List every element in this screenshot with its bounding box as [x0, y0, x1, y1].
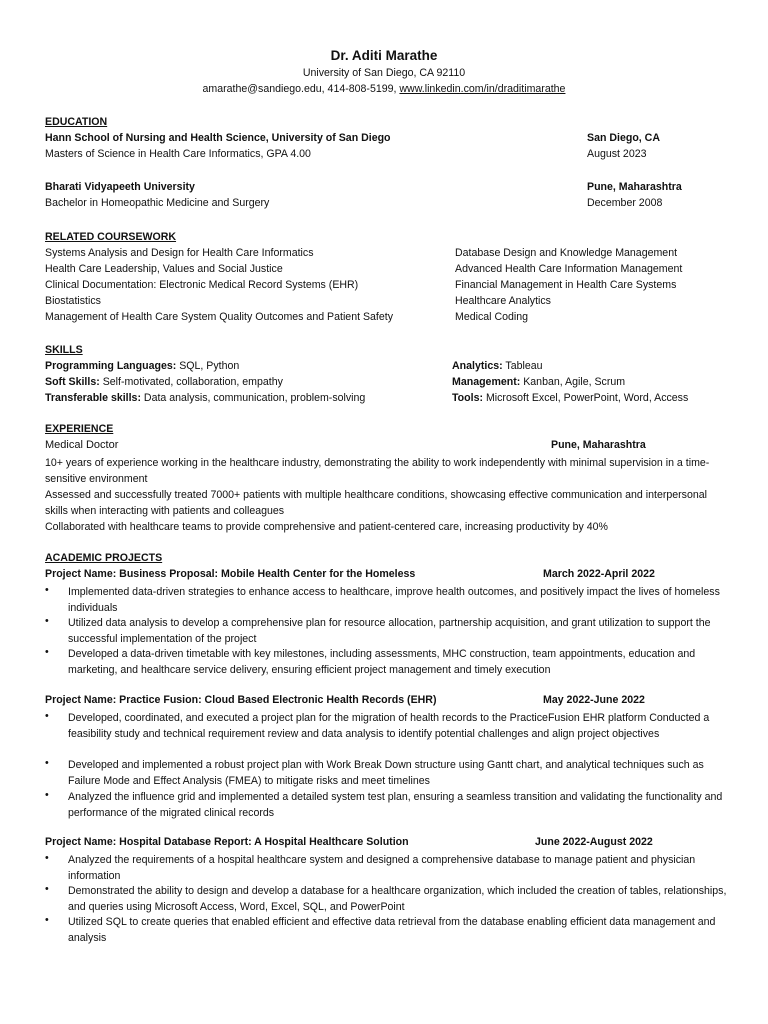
education-heading: EDUCATION [45, 116, 108, 128]
skill-label: Tools: [452, 392, 483, 404]
skills-heading: SKILLS [45, 344, 83, 356]
education-school: Hann School of Nursing and Health Science, University of San Diego [45, 132, 391, 144]
project-title: Project Name: Hospital Database Report: A Hospital Healthcare Solution [45, 836, 409, 848]
degree-title: Masters of Science in Health Care Informatics [45, 148, 261, 160]
bullet-mark: • [45, 584, 49, 596]
course-item: Health Care Leadership, Values and Social Justice [45, 263, 283, 275]
project-title: Project Name: Practice Fusion: Cloud Based Electronic Health Records (EHR) [45, 694, 437, 706]
education-degree: Bachelor in Homeopathic Medicine and Surgery [45, 197, 270, 209]
course-item: Financial Management in Health Care Systems [455, 279, 677, 291]
skill-label: Programming Languages: [45, 360, 177, 372]
bullet-text: Developed and implemented a robust project plan with Work Break Down structure using Gantt chart, and analytical techniques such as Failure Mode and Effect Analysis (FMEA) to mitigate risks and meet timelines [68, 759, 704, 787]
experience-role: Medical Doctor [45, 439, 119, 451]
skill-value: Tableau [502, 360, 543, 372]
bullet-mark: • [45, 646, 49, 658]
coursework-heading: RELATED COURSEWORK [45, 231, 177, 243]
skill-row [45, 392, 365, 405]
course-item: Management of Health Care System Quality Outcomes and Patient Safety [45, 311, 394, 323]
skill-row [45, 376, 283, 389]
bullet-text: Implemented data-driven strategies to enhance access to healthcare, improve health outcomes, and positively impact the lives of homeless individuals [68, 586, 720, 614]
education-degree [45, 148, 311, 161]
skill-value: Microsoft Excel, PowerPoint, Word, Access [483, 392, 689, 404]
project-date: March 2022-April 2022 [543, 568, 655, 580]
course-item: Systems Analysis and Design for Health Care Informatics [45, 247, 314, 259]
contact-info: amarathe@sandiego.edu, 414-808-5199, [202, 83, 400, 95]
bullet-mark: • [45, 710, 49, 722]
education-date: August 2023 [587, 148, 647, 160]
project-date: May 2022-June 2022 [543, 694, 645, 706]
skill-row [452, 360, 543, 373]
projects-heading: ACADEMIC PROJECTS [45, 552, 163, 564]
experience-heading: EXPERIENCE [45, 423, 114, 435]
bullet-mark: • [45, 852, 49, 864]
course-item: Biostatistics [45, 295, 101, 307]
experience-location: Pune, Maharashtra [551, 439, 646, 451]
project-date: June 2022-August 2022 [535, 836, 653, 848]
course-item: Database Design and Knowledge Management [455, 247, 678, 259]
contact-line [0, 83, 768, 96]
education-date: December 2008 [587, 197, 663, 209]
skill-label: Soft Skills: [45, 376, 100, 388]
skill-value: Self-motivated, collaboration, empathy [99, 376, 283, 388]
bullet-text: Utilized data analysis to develop a comprehensive plan for resource allocation, partnership acquisition, and grant utilization to support the successful implementation of the project [68, 617, 711, 645]
course-item: Advanced Health Care Information Management [455, 263, 683, 275]
course-item: Clinical Documentation: Electronic Medical Record Systems (EHR) [45, 279, 359, 291]
skill-label: Management: [452, 376, 521, 388]
experience-line: 10+ years of experience working in the healthcare industry, demonstrating the ability to work independently with minimal supervision in a time-sensitive environment [45, 457, 710, 485]
bullet-mark: • [45, 789, 49, 801]
education-school: Bharati Vidyapeeth University [45, 181, 195, 193]
candidate-name: Dr. Aditi Marathe [330, 48, 438, 63]
course-item: Medical Coding [455, 311, 529, 323]
bullet-mark: • [45, 914, 49, 926]
gpa: , GPA 4.00 [260, 148, 311, 160]
skill-value: SQL, Python [176, 360, 240, 372]
bullet-text: Analyzed the influence grid and implemented a detailed system test plan, ensuring a seamless transition and validating the functionality and performance of the migrated clinical records [68, 791, 723, 819]
bullet-mark: • [45, 883, 49, 895]
course-item: Healthcare Analytics [455, 295, 551, 307]
linkedin-link[interactable]: www.linkedin.com/in/draditimarathe [399, 83, 566, 95]
skill-row [452, 376, 625, 389]
skill-row [45, 360, 239, 373]
education-location: Pune, Maharashtra [587, 181, 682, 193]
bullet-mark: • [45, 615, 49, 627]
bullet-mark: • [45, 757, 49, 769]
skill-value: Data analysis, communication, problem-solving [140, 392, 366, 404]
project-title: Project Name: Business Proposal: Mobile Health Center for the Homeless [45, 568, 416, 580]
bullet-text: Developed a data-driven timetable with key milestones, including assessments, MHC construction, team appointments, education and marketing, and healthcare service delivery, ensuring efficient project management and timely execution [68, 648, 696, 676]
bullet-text: Developed, coordinated, and executed a project plan for the migration of health records to the PracticeFusion EHR platform Conducted a feasibility study and technical requirement review and data analysis to identify potential challenges and align project objectives [68, 712, 710, 740]
skill-row [452, 392, 688, 405]
skill-label: Analytics: [452, 360, 503, 372]
bullet-text: Analyzed the requirements of a hospital healthcare system and designed a comprehensive database to manage patient and physician information [68, 854, 696, 882]
experience-line: Assessed and successfully treated 7000+ patients with multiple healthcare conditions, showcasing effective communication and interpersonal skills when interacting with patients and colleagues [45, 489, 707, 517]
experience-line: Collaborated with healthcare teams to provide comprehensive and patient-centered care, increasing productivity by 40% [45, 521, 608, 533]
skill-value: Kanban, Agile, Scrum [520, 376, 626, 388]
education-location: San Diego, CA [587, 132, 660, 144]
bullet-text: Demonstrated the ability to design and develop a database for a healthcare organization, which included the creation of tables, relationships, and queries using Microsoft Access, Word, Excel, SQL, and PowerPoint [68, 885, 727, 913]
address: University of San Diego, CA 92110 [302, 67, 466, 79]
skill-label: Transferable skills: [45, 392, 141, 404]
bullet-text: Utilized SQL to create queries that enabled efficient and effective data retrieval from the database enabling efficient data management and analysis [68, 916, 716, 944]
